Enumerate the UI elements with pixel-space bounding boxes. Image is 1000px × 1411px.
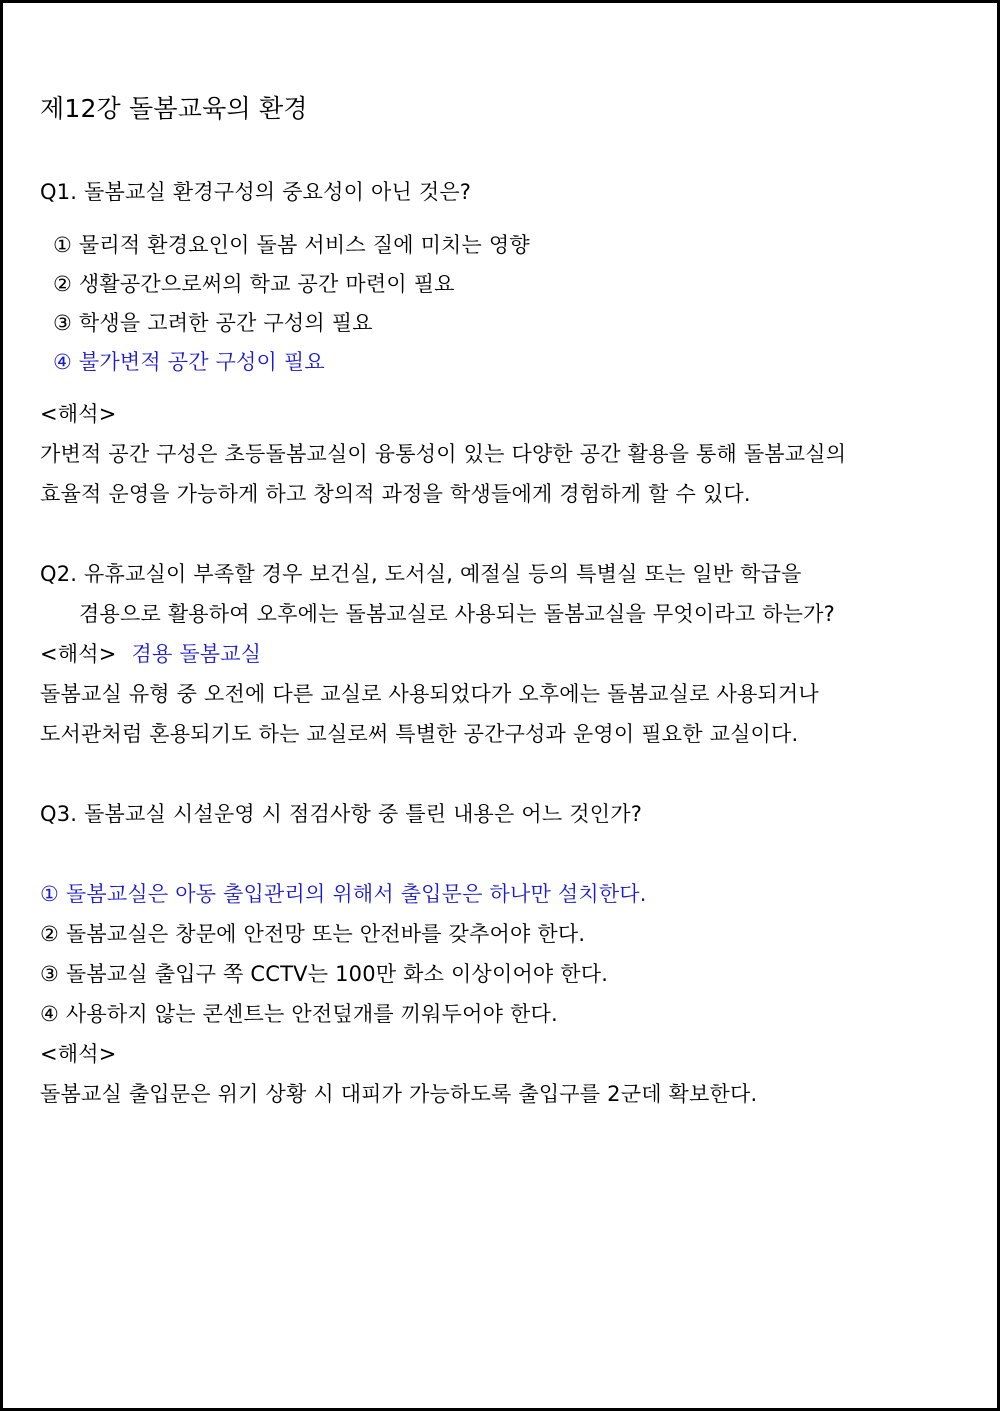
page-title: 제12강 돌봄교육의 환경 xyxy=(40,94,308,123)
q3-explanation-label: <해석> xyxy=(40,1042,117,1066)
q3-option-2: ② 돌봄교실은 창문에 안전망 또는 안전바를 갖추어야 한다. xyxy=(40,922,586,946)
q2-explanation-line-1: 돌봄교실 유형 중 오전에 다른 교실로 사용되었다가 오후에는 돌봄교실로 사용되거나 xyxy=(40,682,819,706)
q2-explanation-label: <해석> xyxy=(40,642,117,666)
q1-option-4-answer: ④ 불가변적 공간 구성이 필요 xyxy=(53,350,325,374)
q2-question-line-1: Q2. 유휴교실이 부족할 경우 보건실, 도서실, 예절실 등의 특별실 또는 일반 학급을 xyxy=(40,562,802,586)
q2-explanation-header xyxy=(40,640,261,668)
q3-option-3: ③ 돌봄교실 출입구 쪽 CCTV는 100만 화소 이상이어야 한다. xyxy=(40,962,609,986)
q1-explanation-line-1: 가변적 공간 구성은 초등돌봄교실이 융통성이 있는 다양한 공간 활용을 통해 돌봄교실의 xyxy=(40,442,847,466)
q3-question: Q3. 돌봄교실 시설운영 시 점검사항 중 틀린 내용은 어느 것인가? xyxy=(40,802,643,826)
q3-option-4: ④ 사용하지 않는 콘센트는 안전덮개를 끼워두어야 한다. xyxy=(40,1002,558,1026)
q3-option-1-answer: ① 돌봄교실은 아동 출입관리의 위해서 출입문은 하나만 설치한다. xyxy=(40,882,647,906)
q1-explanation-line-2: 효율적 운영을 가능하게 하고 창의적 과정을 학생들에게 경험하게 할 수 있다. xyxy=(40,482,751,506)
q1-option-3: ③ 학생을 고려한 공간 구성의 필요 xyxy=(53,311,373,335)
q1-question: Q1. 돌봄교실 환경구성의 중요성이 아닌 것은? xyxy=(40,180,472,204)
q1-option-1: ① 물리적 환경요인이 돌봄 서비스 질에 미치는 영향 xyxy=(53,233,530,257)
q2-answer: 겸용 돌봄교실 xyxy=(131,642,262,666)
q2-question-line-2: 겸용으로 활용하여 오후에는 돌봄교실로 사용되는 돌봄교실을 무엇이라고 하는가? xyxy=(79,602,835,626)
q1-option-2: ② 생활공간으로써의 학교 공간 마련이 필요 xyxy=(53,272,455,296)
q3-explanation-line-1: 돌봄교실 출입문은 위기 상황 시 대피가 가능하도록 출입구를 2군데 확보한다. xyxy=(40,1082,758,1106)
q1-explanation-label: <해석> xyxy=(40,402,117,426)
q2-explanation-line-2: 도서관처럼 혼용되기도 하는 교실로써 특별한 공간구성과 운영이 필요한 교실이다. xyxy=(40,722,799,746)
